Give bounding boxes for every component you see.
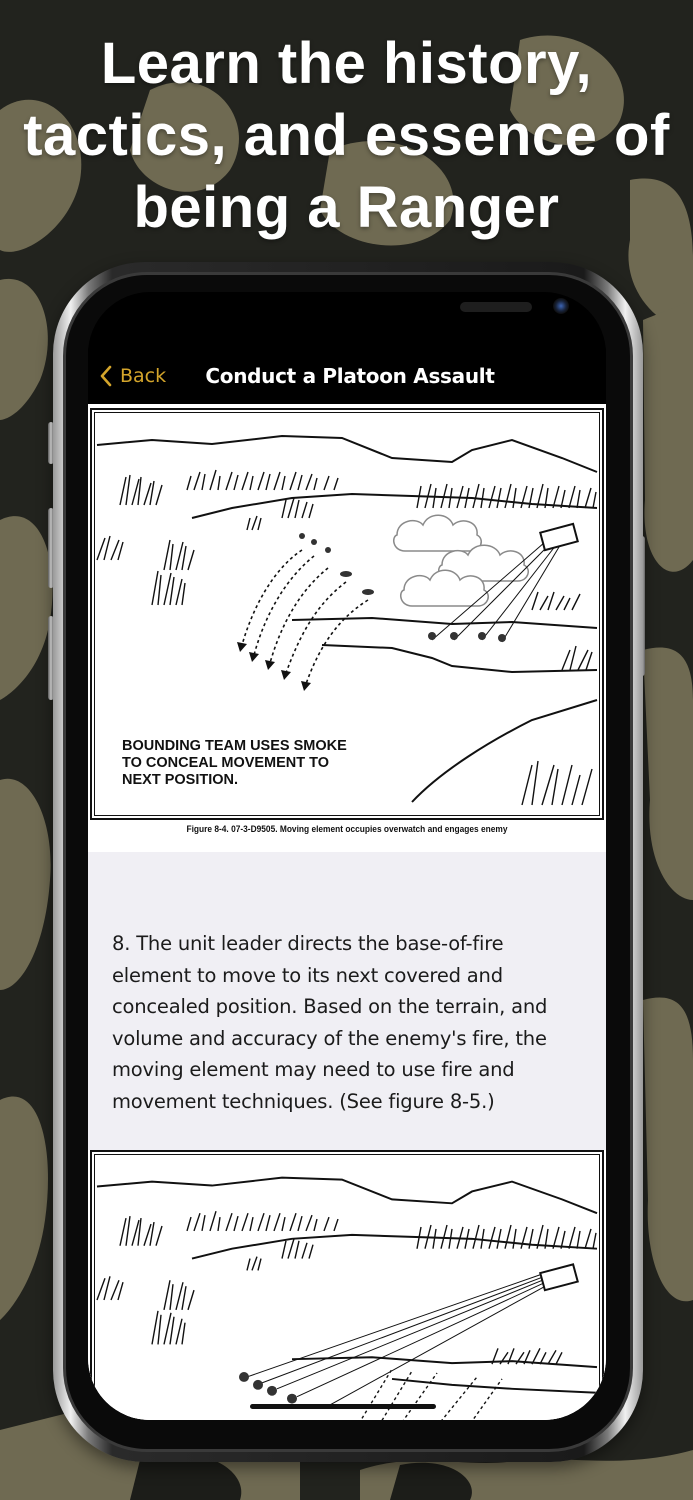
page-title: Conduct a Platoon Assault (205, 364, 495, 388)
front-camera-icon (553, 298, 569, 314)
callout-line-1: BOUNDING TEAM USES SMOKE (122, 738, 347, 754)
figure-8-5-illustration (90, 1150, 604, 1420)
figure-caption: Figure 8-4. 07-3-D9505. Moving element occupies overwatch and engages enemy (186, 824, 508, 835)
home-indicator[interactable] (250, 1404, 436, 1409)
paragraph-line-4: volume and accuracy of the enemy's fire, the (112, 1026, 547, 1050)
terrain-sketch-2 (92, 1152, 602, 1420)
figure-8-5-block (88, 1150, 606, 1420)
paragraph-line-2: element to move to its next covered and (112, 963, 503, 987)
figure-callout (122, 738, 347, 789)
figure-8-4-block (88, 404, 606, 852)
paragraph-line-6: movement techniques. (See figure 8-5.) (112, 1089, 495, 1113)
promo-headline (0, 28, 693, 244)
phone-screen (88, 292, 606, 1420)
earpiece-speaker-icon (460, 302, 532, 312)
callout-line-3: NEXT POSITION. (122, 772, 239, 788)
body-paragraph (112, 928, 592, 1117)
paragraph-line-3: concealed position. Based on the terrain, and (112, 995, 548, 1018)
headline-line-3: being a Ranger (133, 175, 560, 240)
headline-line-1: Learn the history, (100, 31, 593, 96)
paragraph-line-5: moving element may need to use fire and (112, 1058, 515, 1081)
figure-8-4-illustration (90, 408, 604, 820)
article-content[interactable] (88, 404, 606, 1420)
headline-line-2: tactics, and essence of (23, 103, 670, 168)
notch (238, 292, 458, 326)
callout-line-2: TO CONCEAL MOVEMENT TO (122, 755, 330, 771)
navigation-bar (88, 348, 606, 404)
paragraph-line-1: 8. The unit leader directs the base-of-fire (112, 932, 504, 955)
back-label: Back (120, 365, 167, 387)
